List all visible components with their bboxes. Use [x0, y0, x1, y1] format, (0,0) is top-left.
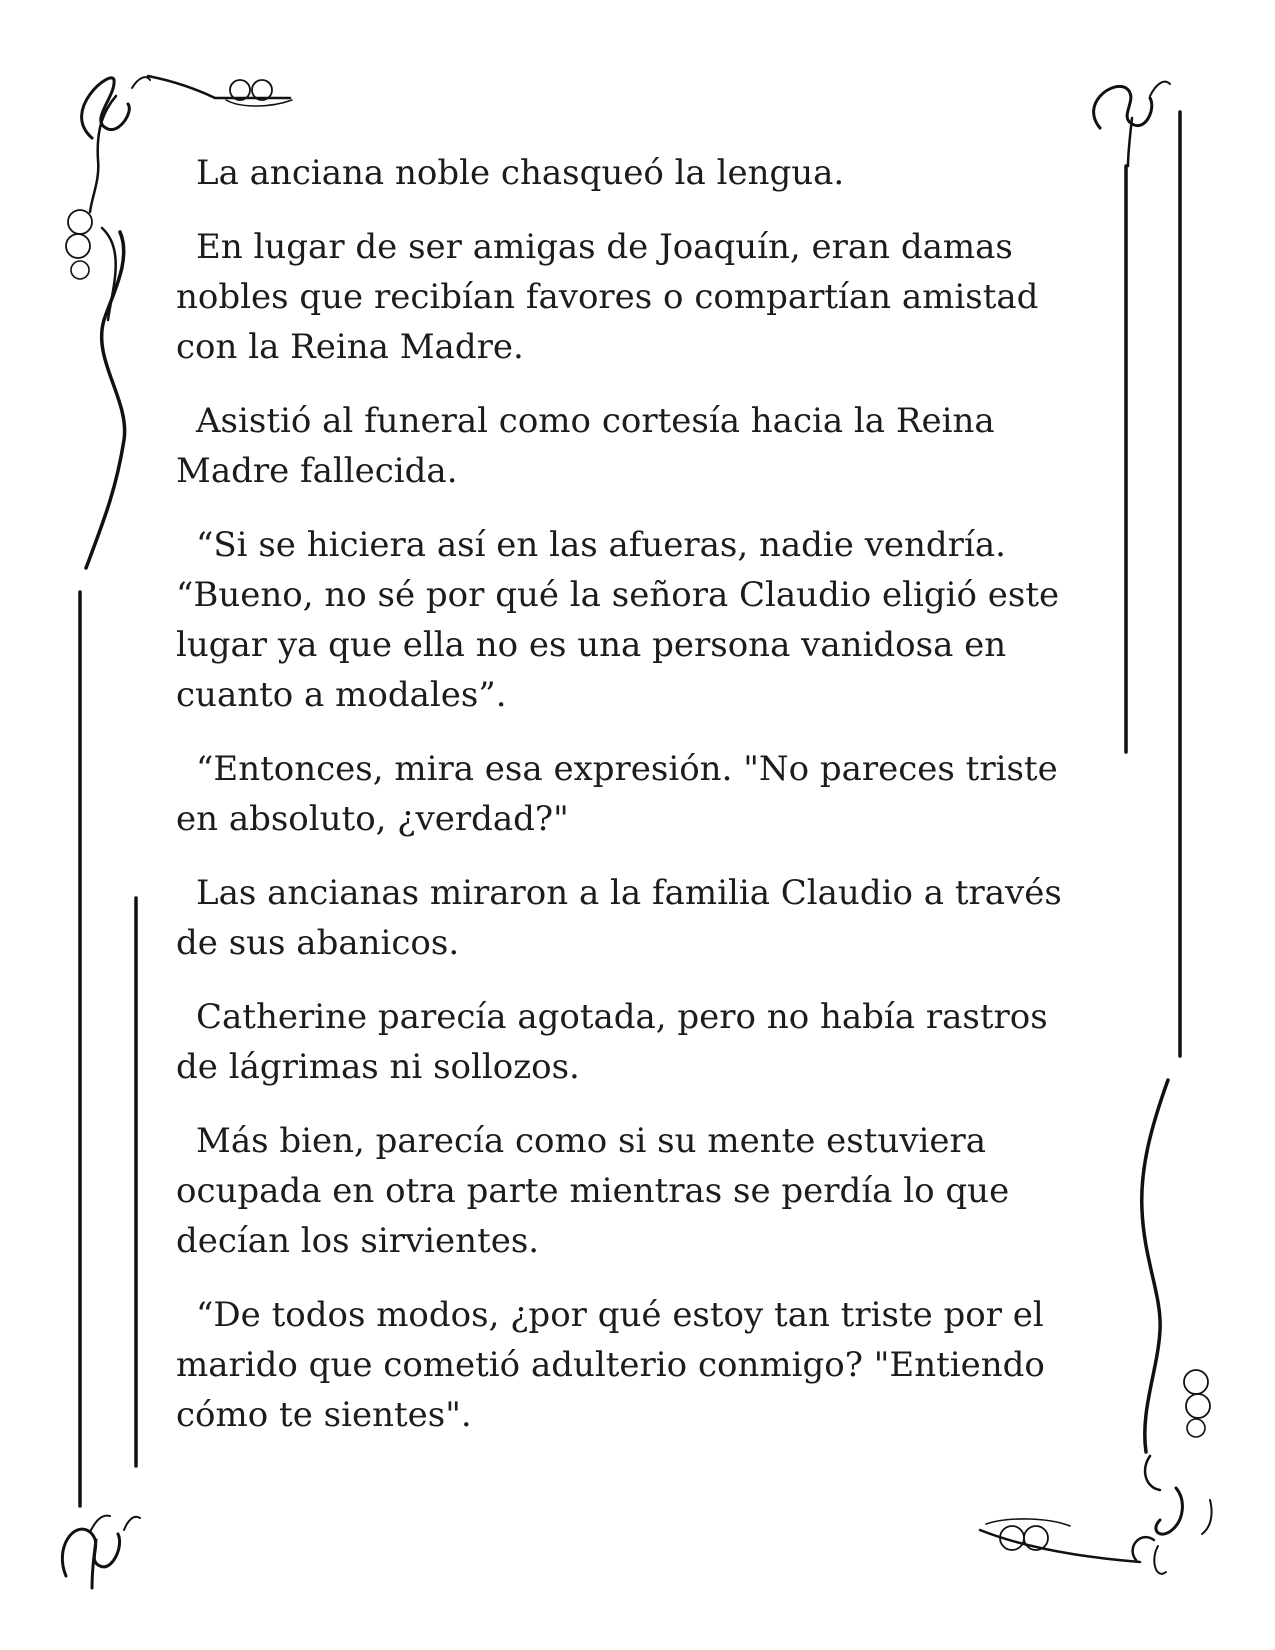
paragraph: “Si se hiciera así en las afueras, nadie vendría. “Bueno, no sé por qué la señora Claudio eligió este lugar ya que ella no es una persona vanidosa en cuanto a modales”. [176, 525, 1060, 715]
right-vine-stroke [1142, 1080, 1168, 1452]
paragraph: Catherine parecía agotada, pero no había rastros de lágrimas ni sollozos. [176, 997, 1048, 1087]
bottom-left-flourish [62, 1516, 140, 1588]
paragraph: Más bien, parecía como si su mente estuviera ocupada en otra parte mientras se perdía lo que decían los sirvientes. [176, 1121, 1010, 1261]
paragraph: “Entonces, mira esa expresión. "No pareces triste en absoluto, ¿verdad?" [176, 749, 1058, 839]
page-body-text [176, 148, 1096, 1440]
paragraph: “De todos modos, ¿por qué estoy tan triste por el marido que cometió adulterio conmigo? "Entiendo cómo te sientes". [176, 1295, 1045, 1435]
paragraph: En lugar de ser amigas de Joaquín, eran damas nobles que recibían favores o compartían amistad con la Reina Madre. [176, 227, 1039, 367]
left-vine-stroke [86, 232, 125, 568]
top-right-flourish [1094, 82, 1170, 166]
paragraph: Asistió al funeral como cortesía hacia la Reina Madre fallecida. [176, 401, 995, 491]
paragraph: La anciana noble chasqueó la lengua. [196, 153, 845, 193]
paragraph: Las ancianas miraron a la familia Claudio a través de sus abanicos. [176, 873, 1062, 963]
